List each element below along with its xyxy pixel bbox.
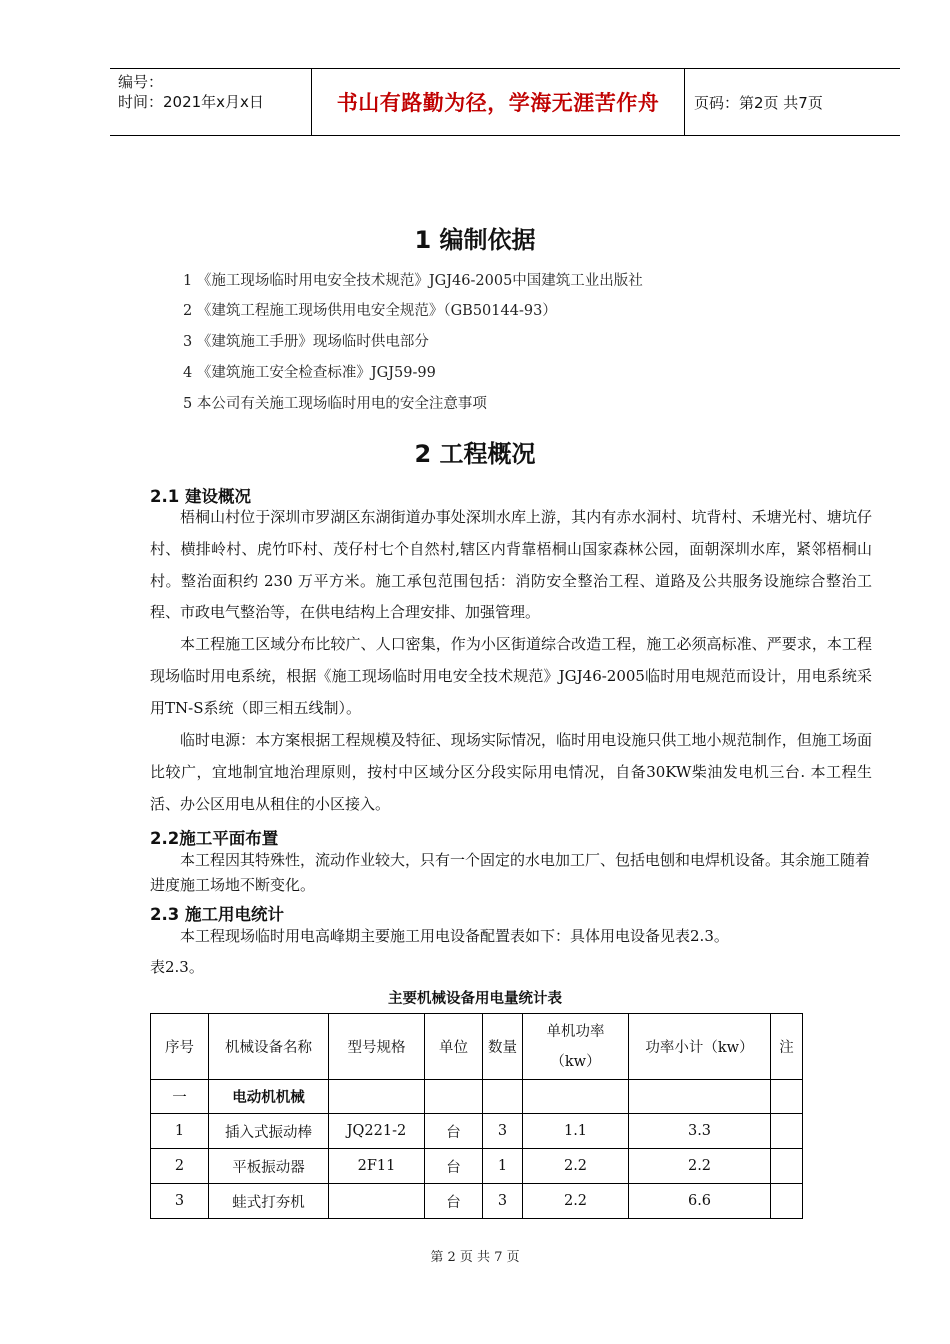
header-meta	[118, 72, 264, 112]
header-motto: 书山有路勤为径，学海无涯苦作舟	[336, 91, 660, 115]
header-unit: 单位	[425, 1014, 483, 1080]
table-reference: 表2.3。	[150, 958, 204, 976]
table-group-row	[151, 1080, 803, 1114]
paragraph-construction-overview: 梧桐山村位于深圳市罗湖区东湖街道办事处深圳水库上游，其内有赤水洞村、坑背村、禾塘光村、塘坑仔村、横排岭村、虎竹吓村、茂仔村七个自然村,辖区内背靠梧桐山国家森林公园，面朝深圳水库，紧邻梧桐山村。整治面积约 230 万平方米。施工承包范围包括：消防安全整治工程、道路及公共服务设施综合整治工程、市政电气整治等，在供电结构上合理安排、加强管理。	[150, 508, 872, 622]
cell-power: 2.2	[523, 1184, 629, 1219]
cell-qty: 3	[483, 1184, 523, 1219]
cell-no: 3	[151, 1184, 209, 1219]
header-divider-right	[684, 68, 685, 136]
reference-item: 4 《建筑施工安全检查标准》JGJ59-99	[183, 365, 436, 381]
cell-subtotal: 3.3	[629, 1114, 771, 1149]
cell-subtotal: 2.2	[629, 1149, 771, 1184]
table-row	[151, 1114, 803, 1149]
cell-subtotal: 6.6	[629, 1184, 771, 1219]
subsection-2-1-title: 2.1 建设概况	[150, 487, 251, 506]
subsection-2-2-title: 2.2施工平面布置	[150, 829, 279, 848]
paragraph-power-statistics: 本工程现场临时用电高峰期主要施工用电设备配置表如下：具体用电设备见表2.3。	[180, 927, 729, 945]
subsection-2-3-title: 2.3 施工用电统计	[150, 905, 284, 924]
cell-note	[771, 1149, 803, 1184]
paragraph-site-layout: 本工程因其特殊性，流动作业较大，只有一个固定的水电加工厂、包括电刨和电焊机设备。其余施工随着进度施工场地不断变化。	[150, 851, 871, 894]
header-power: 单机功率（kw）	[523, 1014, 629, 1080]
paragraph-temporary-power: 临时电源：本方案根据工程规模及特征、现场实际情况，临时用电设施只供工地小规范制作，但施工场面比较广，宜地制宜地治理原则，按村中区域分区分段实际用电情况，自备30KW柴油发电机三台. 本工程生活、办公区用电从租住的小区接入。	[150, 731, 872, 813]
cell-unit: 台	[425, 1114, 483, 1149]
header-qty: 数量	[483, 1014, 523, 1080]
page-footer: 第 2 页 共 7 页	[430, 1250, 520, 1265]
section2-title: 2 工程概况	[414, 440, 536, 468]
cell-name: 插入式振动棒	[209, 1114, 329, 1149]
header-subtotal: 功率小计（kw）	[629, 1014, 771, 1080]
group-no: 一	[151, 1080, 209, 1114]
reference-item: 3 《建筑施工手册》现场临时供电部分	[183, 334, 429, 350]
header-number-label: 编号：	[118, 73, 164, 91]
cell-model	[329, 1184, 425, 1219]
header-time-label: 时间：2021年x月x日	[118, 93, 264, 111]
header-note: 注	[771, 1014, 803, 1080]
table-row	[151, 1184, 803, 1219]
reference-item: 2 《建筑工程施工现场供用电安全规范》（GB50144-93）	[183, 303, 557, 319]
table-row	[151, 1149, 803, 1184]
cell-note	[771, 1184, 803, 1219]
cell-no: 1	[151, 1114, 209, 1149]
equipment-table	[150, 1013, 803, 1219]
cell-unit: 台	[425, 1149, 483, 1184]
cell-name: 蛙式打夯机	[209, 1184, 329, 1219]
paragraph-construction-area: 本工程施工区域分布比较广、人口密集，作为小区街道综合改造工程，施工必须高标准、严要求，本工程现场临时用电系统，根据《施工现场临时用电安全技术规范》JGJ46-2005临时用电规范而设计，用电系统采用TN-S系统（即三相五线制）。	[150, 635, 872, 717]
section1-title: 1 编制依据	[414, 226, 536, 254]
cell-model: JQ221-2	[329, 1114, 425, 1149]
header-name: 机械设备名称	[209, 1014, 329, 1080]
reference-item: 5 本公司有关施工现场临时用电的安全注意事项	[183, 396, 487, 412]
cell-qty: 3	[483, 1114, 523, 1149]
table-title: 主要机械设备用电量统计表	[388, 991, 562, 1007]
header-page-label: 页码：第2页 共7页	[694, 94, 823, 112]
cell-no: 2	[151, 1149, 209, 1184]
cell-unit: 台	[425, 1184, 483, 1219]
cell-name: 平板振动器	[209, 1149, 329, 1184]
cell-power: 2.2	[523, 1149, 629, 1184]
header-no: 序号	[151, 1014, 209, 1080]
group-name: 电动机机械	[209, 1080, 329, 1114]
table-header-row	[151, 1014, 803, 1080]
cell-qty: 1	[483, 1149, 523, 1184]
cell-model: 2F11	[329, 1149, 425, 1184]
cell-note	[771, 1114, 803, 1149]
cell-power: 1.1	[523, 1114, 629, 1149]
reference-item: 1 《施工现场临时用电安全技术规范》JGJ46-2005中国建筑工业出版社	[183, 273, 643, 289]
header-model: 型号规格	[329, 1014, 425, 1080]
